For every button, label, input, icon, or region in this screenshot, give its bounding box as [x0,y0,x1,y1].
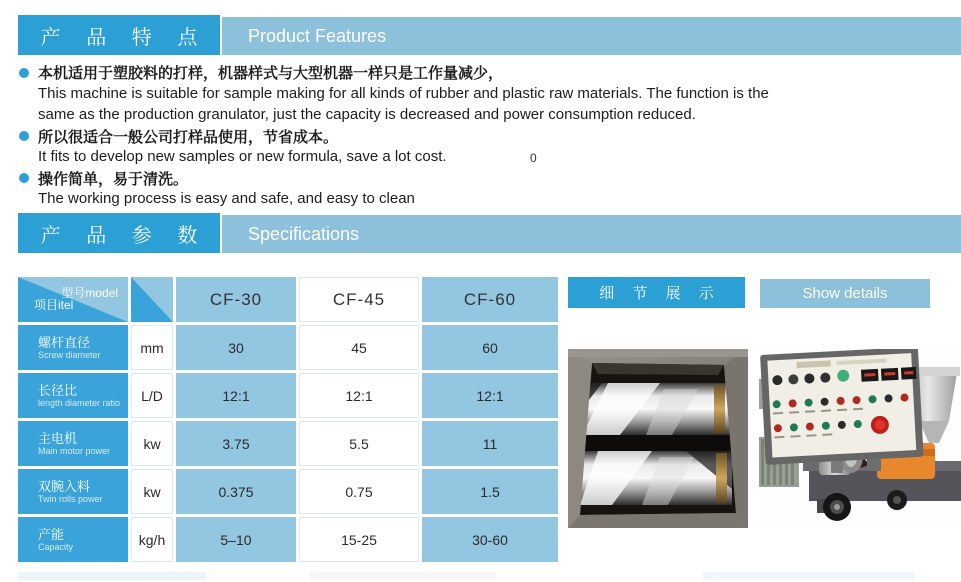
table-value: 15-25 [299,517,419,562]
row-label-en: Main motor power [38,445,111,456]
feature-1-en-line1: This machine is suitable for sample making for all kinds of rubber and plastic raw materials. The function is the [38,85,769,102]
faint-bottom-bar [310,572,496,580]
row-unit: kw [131,469,173,514]
row-label-zh: 螺杆直径 [38,334,91,350]
product-features-title-zh: 产 品 特 点 [18,15,220,55]
row-label-zh: 主电机 [38,430,78,446]
row-label-zh: 产能 [38,526,65,542]
row-label-en: Capacity [38,541,74,552]
row-unit: kg/h [131,517,173,562]
table-value: 5.5 [299,421,419,466]
table-value: 30-60 [422,517,558,562]
row-label-main-motor [18,421,128,466]
feature-2-en-line1: It fits to develop new samples or new formula, save a lot cost. [38,148,447,165]
model-header-cf60: CF-60 [422,277,558,322]
row-label-zh: 双腕入料 [38,478,91,494]
table-value: 30 [176,325,296,370]
bullet-icon [19,68,29,78]
table-value: 5–10 [176,517,296,562]
faint-bottom-bar [703,572,915,580]
table-header-spacer [131,277,173,322]
feature-3-zh: 操作简单，易于清洗。 [38,171,189,188]
row-unit: kw [131,421,173,466]
row-label-en: length diameter ratio [38,397,121,408]
corner-item-label: 项目itel [34,298,74,312]
bullet-icon [19,131,29,141]
faint-bottom-bar [18,572,206,580]
table-value: 12:1 [299,373,419,418]
feature-3-en-line1: The working process is easy and safe, and easy to clean [38,190,415,207]
lab-extruder-machine-photo [759,349,961,525]
specifications-title-en: Specifications [222,215,961,253]
twin-screw-chamber-photo [568,349,748,528]
feature-1-zh: 本机适用于塑胶料的打样，机器样式与大型机器一样只是工作量减少， [38,65,504,82]
row-unit: L/D [131,373,173,418]
row-unit: mm [131,325,173,370]
table-value: 0.75 [299,469,419,514]
table-value: 0.375 [176,469,296,514]
specifications-title-zh: 产 品 参 数 [18,213,220,253]
table-value: 12:1 [176,373,296,418]
row-label-twin-rolls [18,469,128,514]
corner-model-label: 型号model [61,286,118,300]
row-label-ld-ratio [18,373,128,418]
row-label-en: Screw diameter [38,349,101,360]
table-value: 3.75 [176,421,296,466]
feature-2-zh: 所以很适合一般公司打样品使用，节省成本。 [38,129,339,146]
table-value: 60 [422,325,558,370]
stray-zero-text: 0 [530,151,537,165]
table-corner-cell [18,277,128,322]
row-label-screw-diameter [18,325,128,370]
row-label-zh: 长径比 [38,382,78,398]
spec-table [18,277,558,562]
table-value: 1.5 [422,469,558,514]
product-features-title-en: Product Features [222,17,961,55]
bullet-icon [19,173,29,183]
feature-1-en-line2: same as the production granulator, just the capacity is decreased and power consumption reduced. [38,106,696,123]
model-header-cf45: CF-45 [299,277,419,322]
table-value: 45 [299,325,419,370]
table-value: 11 [422,421,558,466]
table-value: 12:1 [422,373,558,418]
show-details-title-en: Show details [760,279,930,308]
show-details-title-zh: 细 节 展 示 [568,277,745,308]
row-label-en: Twin rolls power [38,493,103,504]
model-header-cf30: CF-30 [176,277,296,322]
row-label-capacity [18,517,128,562]
